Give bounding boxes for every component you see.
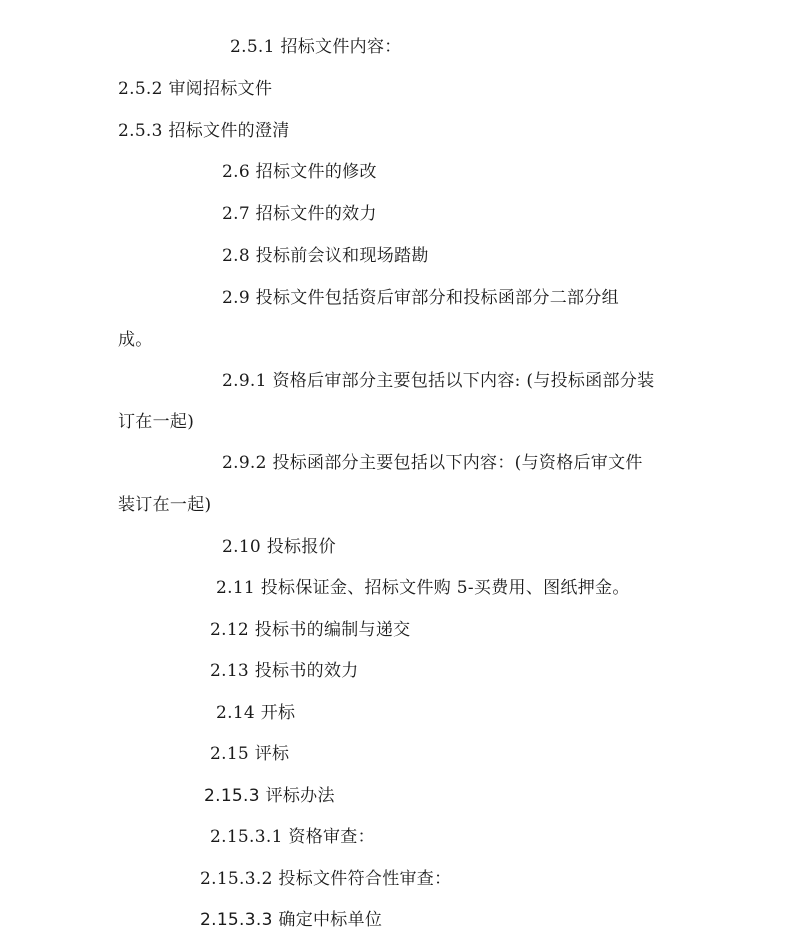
text-line-2-7: 2.7 招标文件的效力 [222, 204, 377, 224]
text-line-2-9-continued: 成。 [118, 330, 153, 350]
text-line-2-5-3: 2.5.3 招标文件的澄清 [118, 121, 290, 141]
text-line-2-15-3-1: 2.15.3.1 资格审查： [210, 827, 375, 847]
text-line-2-9: 2.9 投标文件包括资后审部分和投标函部分二部分组 [222, 288, 619, 308]
text-line-2-12: 2.12 投标书的编制与递交 [210, 620, 411, 640]
text-line-2-5-1: 2.5.1 招标文件内容： [230, 37, 402, 57]
text-line-2-5-2: 2.5.2 审阅招标文件 [118, 79, 273, 99]
text-line-2-15: 2.15 评标 [210, 744, 290, 764]
text-line-2-9-2-continued: 装订在一起) [118, 495, 212, 515]
text-line-2-11: 2.11 投标保证金、招标文件购 5-买费用、图纸押金。 [216, 578, 630, 598]
text-line-2-9-1: 2.9.1 资格后审部分主要包括以下内容: (与投标函部分装 [222, 371, 655, 391]
text-line-2-14: 2.14 开标 [216, 703, 296, 723]
text-line-2-15-3-2: 2.15.3.2 投标文件符合性审查： [200, 869, 452, 889]
text-line-2-8: 2.8 投标前会议和现场踏勘 [222, 246, 429, 266]
text-line-2-13: 2.13 投标书的效力 [210, 661, 359, 681]
text-line-2-15-3: 2.15.3 评标办法 [204, 786, 335, 806]
text-line-2-6: 2.6 招标文件的修改 [222, 162, 377, 182]
text-line-2-9-1-continued: 订在一起) [118, 412, 195, 432]
text-line-2-9-2: 2.9.2 投标函部分主要包括以下内容：(与资格后审文件 [222, 453, 643, 473]
text-line-2-15-3-3: 2.15.3.3 确定中标单位 [200, 910, 383, 930]
text-line-2-10: 2.10 投标报价 [222, 537, 336, 557]
